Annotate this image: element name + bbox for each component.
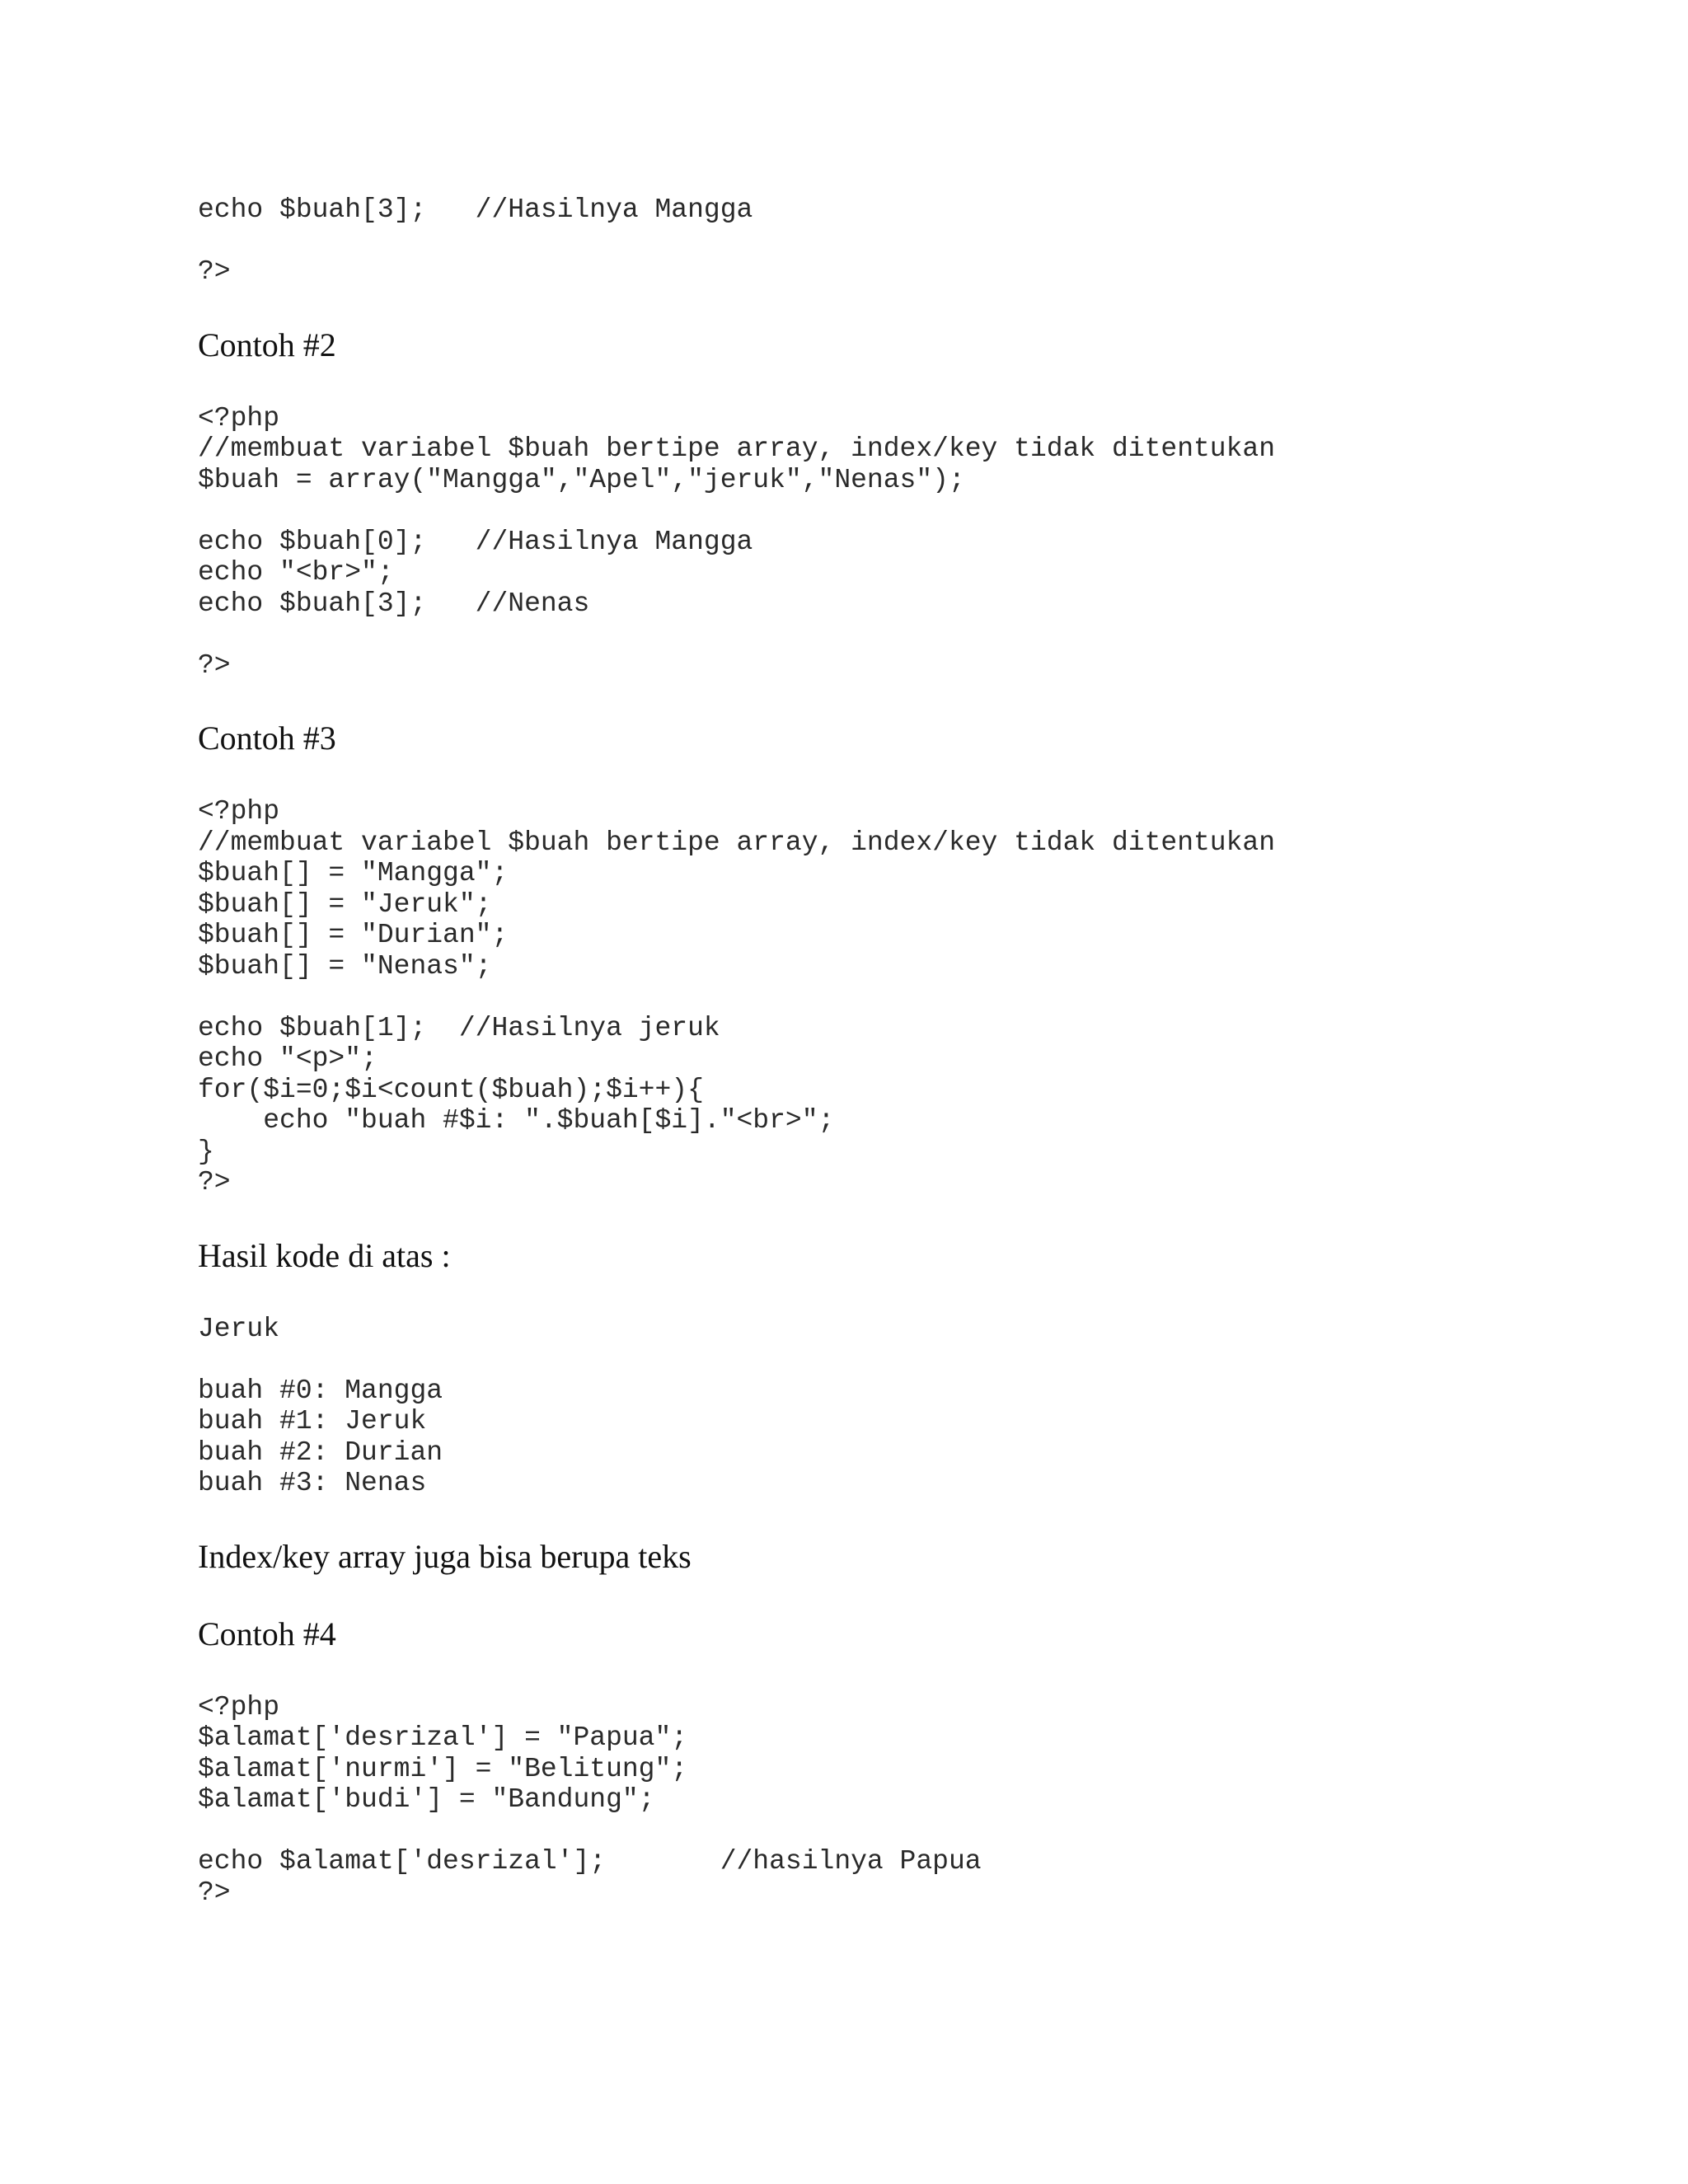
- heading-result: Hasil kode di atas :: [198, 1236, 451, 1274]
- code-block-2: <?php //membuat variabel $buah bertipe array, index/key tidak ditentukan $buah = array("Mangga","Apel","jeruk","Nenas"); echo $buah[0]; //Hasilnya Mangga echo "<br>"; echo $buah[3]; //Nenas ?>: [198, 402, 1276, 681]
- code-block-3: <?php //membuat variabel $buah bertipe array, index/key tidak ditentukan $buah[] = "Mangga"; $buah[] = "Jeruk"; $buah[] = "Durian"; $buah[] = "Nenas"; echo $buah[1]; //Hasilnya jeruk echo "<p>"; for($i=0;$i<count($buah);$i++){ echo "buah #$i: ".$buah[$i]."<br>"; } ?>: [198, 796, 1276, 1197]
- heading-contoh-2: Contoh #2: [198, 326, 336, 363]
- code-block-4: <?php $alamat['desrizal'] = "Papua"; $alamat['nurmi'] = "Belitung"; $alamat['budi'] = "Bandung"; echo $alamat['desrizal']; //hasilnya Papua ?>: [198, 1691, 982, 1908]
- heading-contoh-4: Contoh #4: [198, 1615, 336, 1652]
- code-block-1: echo $buah[3]; //Hasilnya Mangga ?>: [198, 194, 753, 287]
- document-page: [198, 194, 1599, 1908]
- code-output: Jeruk buah #0: Mangga buah #1: Jeruk buah #2: Durian buah #3: Nenas: [198, 1313, 443, 1498]
- heading-contoh-3: Contoh #3: [198, 719, 336, 757]
- heading-text-key: Index/key array juga bisa berupa teks: [198, 1537, 692, 1575]
